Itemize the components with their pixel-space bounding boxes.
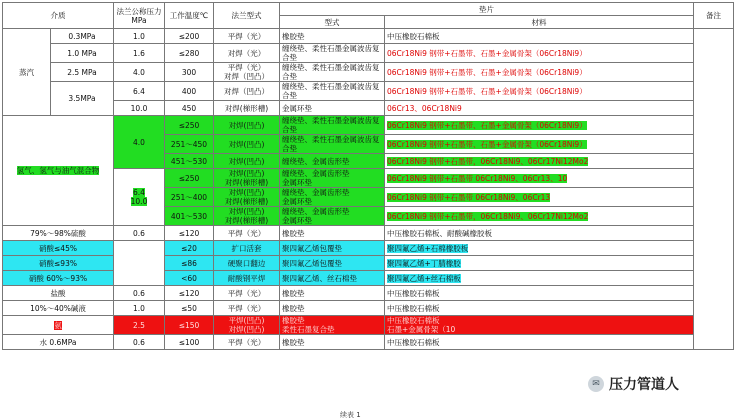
material-cell: 中压橡胶石棉板 [385, 286, 694, 301]
face-cell: 对焊(凹凸) [214, 135, 280, 154]
material-cell: 中压橡胶石棉板 [385, 29, 694, 44]
material-cell: 06Cr18Ni9 钢带+石墨带，06Cr18Ni9、06Cr17Ni12Mo2 [387, 156, 589, 166]
material-cell-wrap [385, 169, 694, 188]
medium-cell: 硝酸≤45% [3, 241, 114, 256]
material-cell: 06Cr18Ni9 钢带+石墨带 06Cr18Ni9、06Cr13 [387, 192, 551, 202]
temp-cell: ≤120 [165, 286, 214, 301]
pn-cell: 1.0 [114, 301, 165, 316]
material-cell: 中压橡胶石棉板 石墨+金属骨架（10 [385, 316, 694, 335]
material-cell-wrap [385, 135, 694, 154]
pressure-cell: 0.3MPa [51, 29, 114, 44]
medium-cell-wrap [3, 116, 114, 226]
pressure-cell: 3.5MPa [51, 82, 114, 116]
medium-cell: 蒸汽 [3, 29, 51, 116]
temp-cell: ≤86 [165, 256, 214, 271]
pn-cell: 1.0 [114, 29, 165, 44]
temp-cell: 401～530 [165, 207, 214, 226]
header-pressure: 法兰公称压力MPa [114, 3, 165, 29]
medium-cell: 氢气、氢气与油气混合物 [16, 166, 100, 175]
gasket-type-cell: 缠绕垫、柔性石墨金属波齿复合垫 [280, 135, 385, 154]
gasket-type-cell: 缠绕垫、金属齿形垫 金属环垫 [280, 188, 385, 207]
material-cell: 中压橡胶石棉板 [385, 301, 694, 316]
gasket-type-cell: 聚四氟乙烯包覆垫 [280, 241, 385, 256]
gasket-type-cell: 缠绕垫、金属齿形垫 金属环垫 [280, 169, 385, 188]
material-cell: 聚四氟乙烯+丁腈橡胶 [387, 258, 461, 268]
gasket-type-cell: 缠绕垫、金属齿形垫 金属环垫 [280, 207, 385, 226]
material-cell: 中压橡胶石棉板、耐酸碱橡胶板 [385, 226, 694, 241]
material-cell-wrap [385, 271, 694, 286]
gasket-type-cell: 金属环垫 [280, 101, 385, 116]
temp-cell: ≤50 [165, 301, 214, 316]
face-cell: 硬聚口翻边 [214, 256, 280, 271]
gasket-type-cell: 橡胶垫 [280, 29, 385, 44]
material-cell: 06Cr18Ni9 钢带+石墨带、石墨+金属骨架（06Cr18Ni9） [387, 120, 587, 130]
face-cell: 平焊（光） [214, 286, 280, 301]
temp-cell: <60 [165, 271, 214, 286]
header-temp: 工作温度℃ [165, 3, 214, 29]
material-cell: 06Cr18Ni9 钢带+石墨带 06Cr18Ni9、06Cr13、10 [387, 173, 568, 183]
gasket-type-cell: 缠绕垫、柔性石墨金属波齿复合垫 [280, 116, 385, 135]
temp-cell: ≤250 [165, 116, 214, 135]
pressure-cell: 2.5 MPa [51, 63, 114, 82]
material-cell-wrap [385, 207, 694, 226]
header-medium: 介质 [3, 3, 114, 29]
face-cell: 对焊（光） [214, 44, 280, 63]
gasket-type-cell: 缠绕垫、柔性石墨金属波齿复合垫 [280, 44, 385, 63]
pn-cell: 0.6 [114, 286, 165, 301]
gasket-type-cell: 聚四氟乙烯、丝石棉垫 [280, 271, 385, 286]
gasket-type-cell: 橡胶垫 [280, 301, 385, 316]
header-gasket-material: 材料 [385, 16, 694, 29]
pressure-cell: 1.0 MPa [51, 44, 114, 63]
material-cell: 聚四氟乙烯+石棉橡胶板 [387, 243, 469, 253]
medium-cell: 硝酸≤93% [3, 256, 114, 271]
medium-cell: 79%～98%硫酸 [3, 226, 114, 241]
temp-cell: ≤20 [165, 241, 214, 256]
medium-cell-wrap [3, 316, 114, 335]
pn-cell: 10.0 [114, 101, 165, 116]
material-cell-wrap [385, 154, 694, 169]
temp-cell: ≤120 [165, 226, 214, 241]
face-cell: 平焊(凹凸) 对焊(凹凸) [214, 316, 280, 335]
material-cell: 06Cr18Ni9 钢带+石墨带、石墨+金属骨架（06Cr18Ni9） [387, 139, 587, 149]
face-cell: 对焊(凹凸) 对焊(梯形槽) [214, 188, 280, 207]
gasket-type-cell: 聚四氟乙烯包覆垫 [280, 256, 385, 271]
material-cell: 中压橡胶石棉板 [385, 335, 694, 350]
remarks-cell [694, 29, 734, 350]
temp-cell: ≤200 [165, 29, 214, 44]
material-cell: 06Cr18Ni9 钢带+石墨带、石墨+金属骨架（06Cr18Ni9） [385, 44, 694, 63]
temp-cell: 251～400 [165, 188, 214, 207]
header-gasket: 垫片 [280, 3, 694, 16]
wechat-icon: ✉ [588, 376, 604, 392]
header-face: 法兰型式 [214, 3, 280, 29]
material-cell-wrap [385, 116, 694, 135]
medium-cell: 10%～40%碱液 [3, 301, 114, 316]
temp-cell: 450 [165, 101, 214, 116]
face-cell: 对焊(凹凸) 对焊(梯形槽) [214, 207, 280, 226]
gasket-type-cell: 橡胶垫 柔性石墨复合垫 [280, 316, 385, 335]
temp-cell: 300 [165, 63, 214, 82]
temp-cell: 451～530 [165, 154, 214, 169]
temp-cell: ≤100 [165, 335, 214, 350]
medium-cell: 硝酸 60%～93% [3, 271, 114, 286]
pn-cell: 1.6 [114, 44, 165, 63]
medium-cell: 盐酸 [3, 286, 114, 301]
material-cell: 06Cr18Ni9 钢带+石墨带，06Cr18Ni9、06Cr17Ni12Mo2 [387, 211, 589, 221]
temp-cell: ≤280 [165, 44, 214, 63]
gasket-type-cell: 缠绕垫、金属齿形垫 [280, 154, 385, 169]
medium-cell: 水 0.6MPa [3, 335, 114, 350]
face-cell: 对焊(凹凸) 对焊(梯形槽) [214, 169, 280, 188]
gasket-type-cell: 橡胶垫 [280, 286, 385, 301]
temp-cell: ≤250 [165, 169, 214, 188]
pn-cell: 2.5 [114, 316, 165, 335]
header-gasket-type: 型式 [280, 16, 385, 29]
material-cell: 聚四氟乙烯+丝石棉板 [387, 273, 461, 283]
medium-cell: 氨 [54, 320, 62, 330]
pn-cell: 4.0 [114, 63, 165, 82]
temp-cell: ≤150 [165, 316, 214, 335]
face-cell: 对焊(凹凸) [214, 116, 280, 135]
gasket-type-cell: 缠绕垫、柔性石墨金属波齿复合垫 [280, 82, 385, 101]
face-cell: 对焊（凹凸） [214, 82, 280, 101]
material-cell-wrap [385, 241, 694, 256]
face-cell: 对焊(凹凸) [214, 154, 280, 169]
pn-cell: 6.4 10.0 [130, 188, 148, 206]
face-cell: 平焊（光） [214, 29, 280, 44]
pn-cell: 0.6 [114, 335, 165, 350]
material-cell-wrap [385, 188, 694, 207]
material-cell: 06Cr18Ni9 钢带+石墨带、石墨+金属骨架（06Cr18Ni9） [385, 82, 694, 101]
face-cell: 耐酸钢平焊 [214, 271, 280, 286]
table-caption: 续表 1 [340, 411, 361, 419]
material-cell: 06Cr18Ni9 钢带+石墨带、石墨+金属骨架（06Cr18Ni9） [385, 63, 694, 82]
face-cell: 平焊（光） [214, 226, 280, 241]
pn-cell [114, 241, 165, 286]
gasket-selection-table [2, 2, 734, 350]
face-cell: 平焊（光） [214, 301, 280, 316]
face-cell: 扩口活套 [214, 241, 280, 256]
gasket-type-cell: 橡胶垫 [280, 226, 385, 241]
pn-cell-wrap [114, 169, 165, 226]
face-cell: 平焊（光） 对焊（凹凸） [214, 63, 280, 82]
gasket-type-cell: 缠绕垫、柔性石墨金属波齿复合垫 [280, 63, 385, 82]
face-cell: 对焊(梯形槽) [214, 101, 280, 116]
face-cell: 平焊（光） [214, 335, 280, 350]
pn-cell: 4.0 [114, 116, 165, 169]
material-cell: 06Cr13、06Cr18Ni9 [385, 101, 694, 116]
pn-cell: 0.6 [114, 226, 165, 241]
temp-cell: 400 [165, 82, 214, 101]
gasket-type-cell: 橡胶垫 [280, 335, 385, 350]
material-cell-wrap [385, 256, 694, 271]
watermark [588, 374, 679, 394]
pn-cell: 6.4 [114, 82, 165, 101]
watermark-text: 压力管道人 [609, 377, 679, 393]
temp-cell: 251～450 [165, 135, 214, 154]
header-remarks: 备注 [694, 3, 734, 29]
